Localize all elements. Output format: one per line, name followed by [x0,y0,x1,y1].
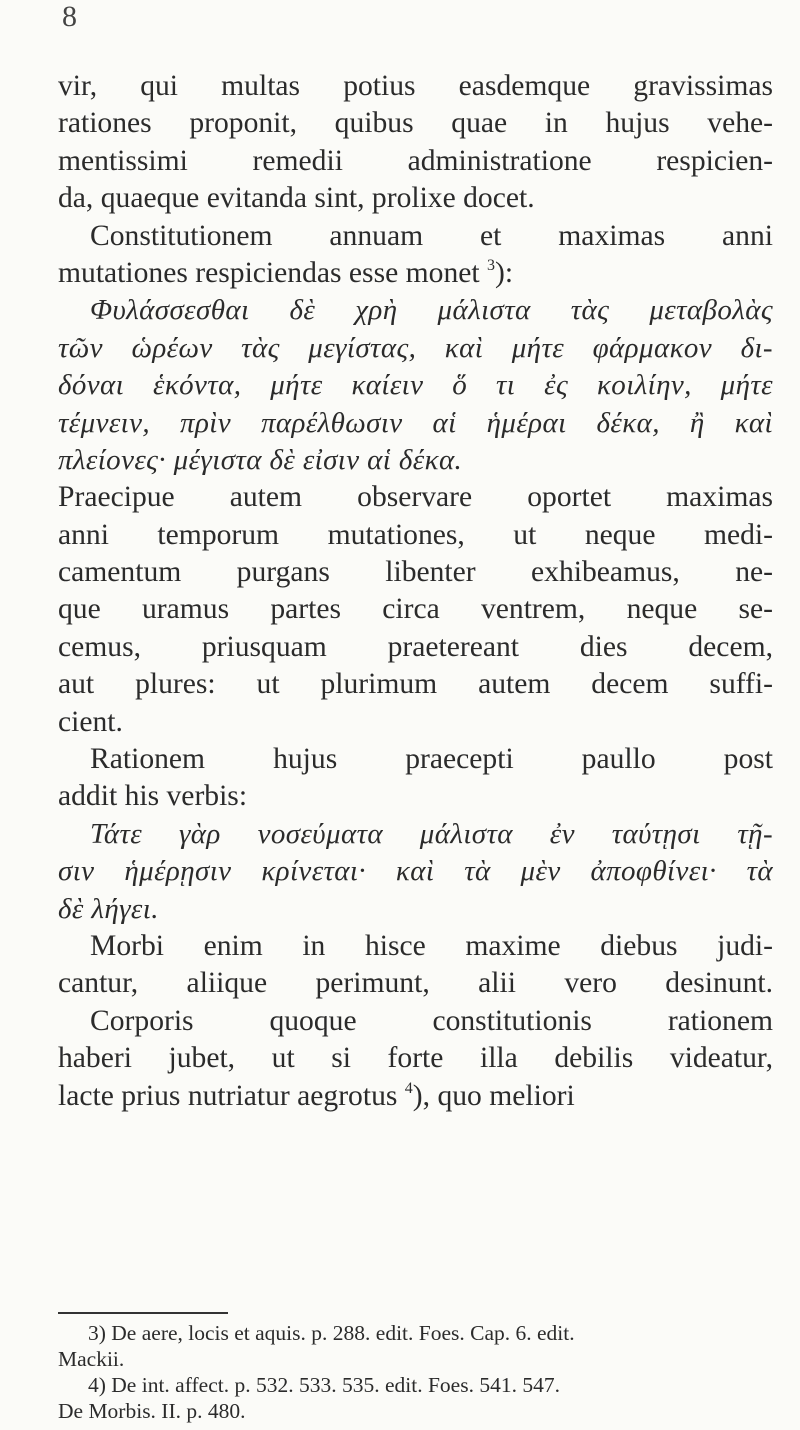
text-line: camentum purgans libenter exhibeamus, ne- [58,556,773,589]
text-segment: ): [495,256,514,289]
text-segment: , quo meliori [422,1079,575,1112]
footnote-divider [58,1312,228,1314]
text-line [58,255,773,292]
main-text [58,68,773,1115]
footnote-ref-3: 3 [487,256,496,274]
page-number: 8 [62,0,77,33]
footnotes [58,1320,773,1424]
text-line: addit his verbis: [58,780,248,813]
greek-quote-line: δόναι ἑκόντα, μήτε καίειν ὅ τι ἐς κοιλίην, μήτε [58,369,773,402]
footnote-line: 4) De int. affect. p. 532. 533. 535. edit. Foes. 541. 547. [88,1373,560,1397]
text-line: haberi jubet, ut si forte illa debilis videatur, [58,1042,773,1075]
greek-quote-line: τῶν ὡρέων τὰς μεγίστας, καὶ μήτε φάρμακον δι- [58,331,773,364]
greek-quote-line: πλείονες· μέγιστα δὲ εἰσιν αἱ δέκα. [58,443,463,476]
greek-quote-line: σιν ἡμέρῃσιν κρίνεται· καὶ τὰ μὲν ἀποφθίνει· τὰ [58,855,773,888]
footnote-line: Mackii. [58,1347,125,1371]
text-line: Morbi enim in hisce maxime diebus judi- [90,929,773,962]
text-line: anni temporum mutationes, ut neque medi- [58,518,773,551]
greek-quote-line: δὲ λήγει. [58,892,159,925]
text-line: Constitutionem annuam et maximas anni [90,219,773,252]
text-line: cantur, aliique perimunt, alii vero desinunt. [58,967,773,1000]
text-segment: mutationes respiciendas esse monet [58,256,480,289]
text-line: cemus, priusquam praetereant dies decem, [58,630,773,663]
greek-quote-line: Τάτε γὰρ νοσεύματα μάλιστα ἐν ταύτῃσι τῇ- [90,817,773,850]
text-line: que uramus partes circa ventrem, neque se- [58,593,773,626]
footnote-ref-4: 4 [404,1079,413,1097]
text-line: rationes proponit, quibus quae in hujus vehe- [58,107,773,140]
footnote-line: 3) De aere, locis et aquis. p. 288. edit. Foes. Cap. 6. edit. [88,1321,575,1345]
text-line: vir, qui multas potius easdemque gravissimas [58,70,773,102]
text-line: mentissimi remedii administratione respicien- [58,144,773,177]
text-segment: lacte prius nutriatur aegrotus [58,1079,398,1112]
text-line: cient. [58,705,123,738]
text-line: aut plures: ut plurimum autem decem suffi- [58,668,773,701]
greek-quote-line: τέμνειν, πρὶν παρέλθωσιν αἱ ἡμέραι δέκα, ἢ καὶ [58,406,773,439]
text-line: Corporis quoque constitutionis rationem [90,1004,773,1037]
text-line: Praecipue autem observare oportet maximas [58,481,773,514]
greek-quote-line: Φυλάσσεσθαι δὲ χρὴ μάλιστα τὰς μεταβολὰς [90,294,773,327]
text-line: da, quaeque evitanda sint, prolixe docet. [58,182,535,215]
text-line: Rationem hujus praecepti paullo post [90,743,773,776]
footnote-line: De Morbis. II. p. 480. [58,1399,246,1423]
text-line: lacte prius nutriatur aegrotus $^4$), quo meliori [58,1079,575,1112]
